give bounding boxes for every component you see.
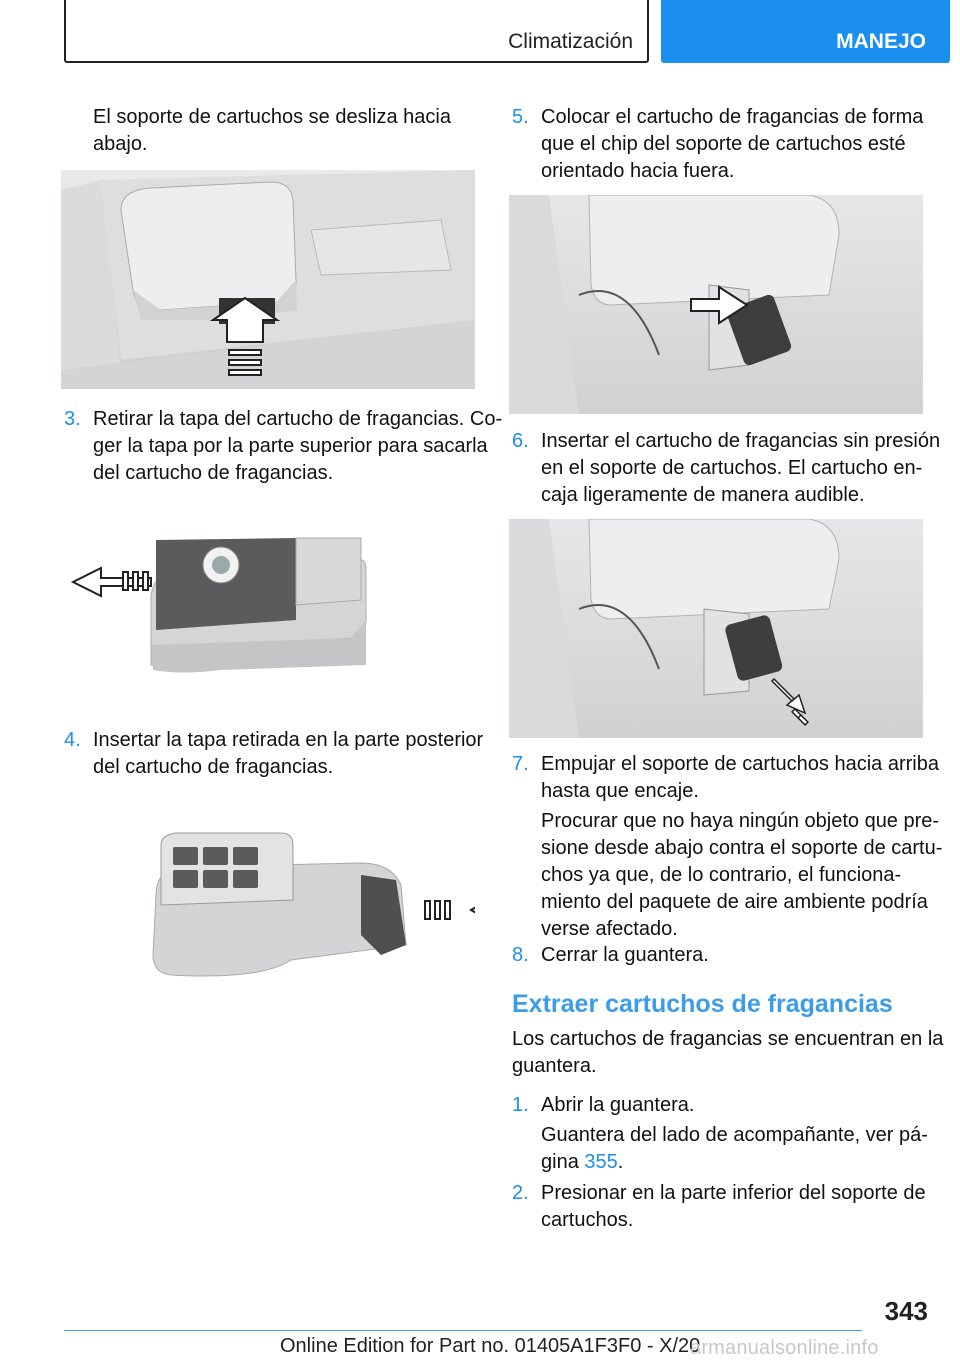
step-8-line-1: Cerrar la guantera. xyxy=(541,944,709,966)
step-7-note-line-2: sione desde abajo contra el soporte de cartu- xyxy=(541,837,943,859)
sub-step-1-line-1: Abrir la guantera. xyxy=(541,1094,695,1116)
step-5-line-2: que el chip del soporte de cartuchos esté xyxy=(541,133,906,155)
step-8-number: 8. xyxy=(512,944,529,966)
page-ref-suffix: . xyxy=(617,1151,624,1173)
page-ref-prefix: gina xyxy=(541,1151,585,1173)
step-7-note-line-5: verse afectado. xyxy=(541,918,678,940)
step-7-number: 7. xyxy=(512,753,529,775)
sub-step-2-line-2: cartuchos. xyxy=(541,1209,634,1231)
step-5-line-1: Colocar el cartucho de fragancias de forma xyxy=(541,106,924,128)
sub-step-1-note-line-2 xyxy=(541,1149,623,1176)
step-3-line-3: del cartucho de fragancias. xyxy=(93,462,334,484)
step-6-line-2: en el soporte de cartuchos. El cartucho en- xyxy=(541,457,923,479)
step-7-note-line-1: Procurar que no haya ningún objeto que pre- xyxy=(541,810,940,832)
watermark: armanualsonline.info xyxy=(690,1337,879,1359)
edition-text: Online Edition for Part no. 01405A1F3F0 - X/20 xyxy=(280,1335,701,1357)
step-3-line-2: ger la tapa por la parte superior para sacarla xyxy=(93,435,488,457)
section-heading: Extraer cartuchos de fragancias xyxy=(512,990,893,1018)
step-4-number: 4. xyxy=(64,729,81,751)
cartridge-placement-photo xyxy=(509,195,923,414)
sub-step-1-note-line-1: Guantera del lado de acompañante, ver pá- xyxy=(541,1124,928,1146)
step-5-number: 5. xyxy=(512,106,529,128)
intro-line-2: abajo. xyxy=(93,133,148,155)
sub-step-2-line-1: Presionar en la parte inferior del soporte de xyxy=(541,1182,926,1204)
page-ref-link[interactable]: 355 xyxy=(584,1151,618,1173)
step-5-line-3: orientado hacia fuera. xyxy=(541,160,735,182)
chapter-tab xyxy=(661,0,950,63)
step-3-line-1: Retirar la tapa del cartucho de fragancias. Co- xyxy=(93,408,503,430)
step-6-line-3: caja ligeramente de manera audible. xyxy=(541,484,865,506)
step-4-line-2: del cartucho de fragancias. xyxy=(93,756,334,778)
step-3-number: 3. xyxy=(64,408,81,430)
step-7-line-1: Empujar el soporte de cartuchos hacia arriba xyxy=(541,753,939,775)
section-intro-line-1: Los cartuchos de fragancias se encuentran en la xyxy=(512,1028,944,1050)
section-tab xyxy=(64,0,649,63)
footer-divider xyxy=(64,1330,862,1331)
cartridge-lid-removal-illustration xyxy=(61,520,475,680)
step-4-line-1: Insertar la tapa retirada en la parte posterior xyxy=(93,729,484,751)
step-6-line-1: Insertar el cartucho de fragancias sin presión xyxy=(541,430,941,452)
section-intro-line-2: guantera. xyxy=(512,1055,597,1077)
step-7-note-line-3: chos ya que, de lo contrario, el funciona- xyxy=(541,864,902,886)
sub-step-1-number: 1. xyxy=(512,1094,529,1116)
chapter-label: MANEJO xyxy=(836,30,926,53)
step-7-note-line-4: miento del paquete de aire ambiente podría xyxy=(541,891,928,913)
sub-step-2-number: 2. xyxy=(512,1182,529,1204)
step-6-number: 6. xyxy=(512,430,529,452)
intro-line-1: El soporte de cartuchos se desliza hacia xyxy=(93,106,451,128)
glovebox-holder-photo xyxy=(61,170,475,389)
step-7-line-2: hasta que encaje. xyxy=(541,780,699,802)
page-number: 343 xyxy=(884,1296,928,1326)
lid-insertion-illustration xyxy=(61,815,475,985)
cartridge-insertion-photo xyxy=(509,519,923,738)
section-label: Climatización xyxy=(508,30,633,53)
